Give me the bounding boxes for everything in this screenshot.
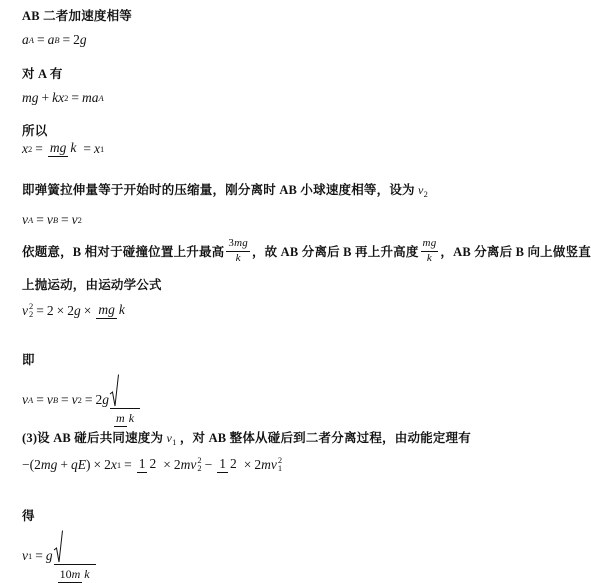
equation-velocity-result: v A = v B = v 2 = 2 g m k [22,374,548,427]
heading-obtain: 得 [22,509,35,523]
heading-thus: 即 [22,353,35,367]
paragraph-part3-common-velocity: (3)设 AB 碰后共同速度为 $v_1$ ，对 AB 整体从碰后到二者分离过程，由动能定理有 [22,431,471,447]
heading-therefore: 所以 [22,124,48,138]
sqrt-symbol: 10m k [54,530,96,583]
heading-equal-acceleration: AB 二者加速度相等 [22,9,132,23]
paragraph-spring-extension: 即弹簧拉伸量等于开始时的压缩量，刚分离时 AB 小球速度相等，设为 $v_2$ [22,183,429,199]
equation-equal-velocity: v A = v B = v 2 [22,212,82,227]
paragraph-rise-height: 依题意，B 相对于碰撞位置上升最高 $\frac{3mg}{k}$ ，故 AB 分离后 B 再上升高度 $\frac{mg}{k}$ ，AB 分离后 B 向上做竖直 [22,237,591,264]
sqrt-symbol: m k [110,374,140,427]
heading-for-a: 对 A 有 [22,67,63,81]
equation-acceleration: a A = a B = 2 g [22,32,87,47]
equation-force-a: mg + kx 2 = ma A [22,90,104,105]
equation-extension: x 2 = mg k = x 1 [22,140,105,156]
equation-final-velocity: v 1 = g 10m k [22,530,548,583]
equation-work-energy: −(2 mg + qE ) × 2 x 1 = 1 2 × 2 m v 2 2 − 1 2 × 2 m v 2 1 [22,454,283,473]
equation-kinematics: v 2 2 = 2 × 2 g × mg k [22,300,125,319]
paragraph-projectile-motion: 上抛运动，由运动学公式 [22,278,162,292]
